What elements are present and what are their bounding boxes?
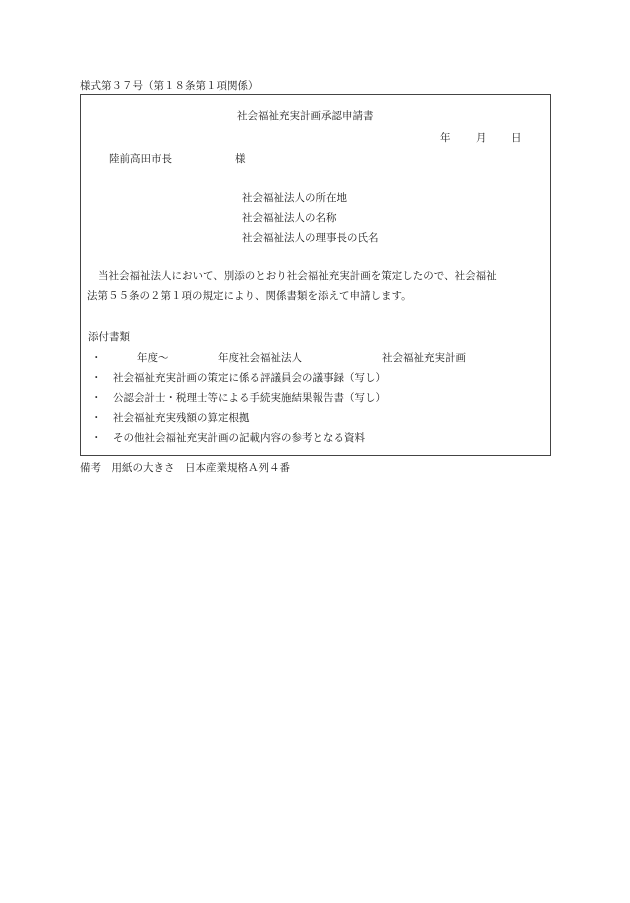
attachment-1-plan: 社会福祉充実計画	[382, 352, 466, 364]
date-month-label: 月	[476, 132, 487, 144]
date-day-label: 日	[511, 132, 522, 144]
attachment-1-fiscal-start: 年度～	[137, 352, 169, 364]
attachment-3: 公認会計士・税理士等による手続実施結果報告書（写し）	[113, 392, 386, 404]
body-text-line-2: 法第５５条の２第１項の規定により、関係書類を添えて申請します。	[87, 290, 412, 302]
attachment-4: 社会福祉充実残額の算定根拠	[113, 412, 250, 424]
body-text-line-1: 当社会福祉法人において、別添のとおり社会福祉充実計画を策定したので、社会福祉	[98, 270, 497, 282]
form-title: 社会福祉充実計画承認申請書	[237, 110, 374, 122]
footer-note: 備考 用紙の大きさ 日本産業規格Ａ列４番	[80, 462, 290, 474]
applicant-representative-label: 社会福祉法人の理事長の氏名	[242, 232, 379, 244]
attachment-5: その他社会福祉充実計画の記載内容の参考となる資料	[113, 432, 365, 444]
form-number: 様式第３７号（第１８条第１項関係）	[80, 80, 259, 92]
bullet-icon: ・	[91, 352, 102, 364]
addressee-name: 陸前高田市長	[109, 153, 172, 165]
applicant-name-label: 社会福祉法人の名称	[242, 212, 337, 224]
attachments-heading: 添付書類	[88, 331, 130, 343]
date-year-label: 年	[440, 132, 451, 144]
applicant-address-label: 社会福祉法人の所在地	[242, 192, 347, 204]
attachment-1-fiscal-end: 年度社会福祉法人	[218, 352, 302, 364]
bullet-icon: ・	[91, 392, 102, 404]
bullet-icon: ・	[91, 432, 102, 444]
bullet-icon: ・	[91, 412, 102, 424]
attachment-2: 社会福祉充実計画の策定に係る評議員会の議事録（写し）	[113, 372, 386, 384]
bullet-icon: ・	[91, 372, 102, 384]
addressee-honorific: 様	[235, 153, 246, 165]
